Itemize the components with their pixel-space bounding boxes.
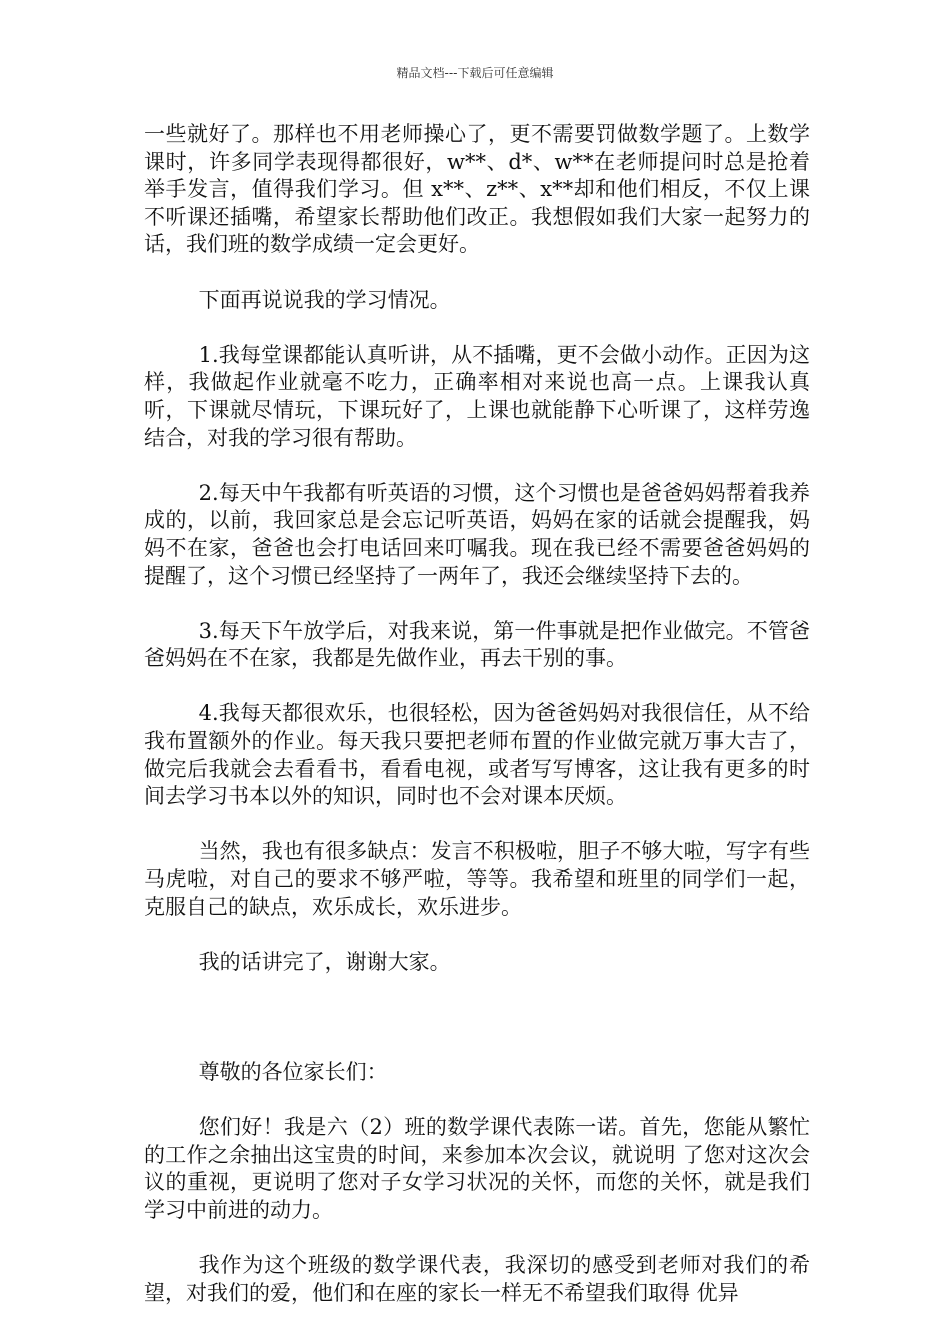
paragraph-greeting: 您们好！我是六（2）班的数学课代表陈一诺。首先，您能从繁忙的工作之余抽出这宝贵的时间，来参加本次会议，就说明 了您对这次会议的重视，更说明了您对子女学习状况的关怀，而您的关怀，就是我们学习中前进的动力。 [144,1115,810,1222]
section-gap [144,1004,810,1059]
document-body [144,121,810,1335]
paragraph-intro-study: 下面再说说我的学习情况。 [198,287,451,312]
paragraph-point-1: 1.我每堂课都能认真听讲，从不插嘴，更不会做小动作。正因为这样，我做起作业就毫不吃力，正确率相对来说也高一点。上课我认真听，下课就尽情玩，下课玩好了，上课也就能静下心听课了，这样劳逸结合，对我的学习很有帮助。 [144,342,810,450]
salutation: 尊敬的各位家长们： [198,1060,388,1084]
paragraph-point-4: 4.我每天都很欢乐，也很轻松，因为爸爸妈妈对我很信任，从不给我布置额外的作业。每天我只要把老师布置的作业做完就万事大吉了，做完后我就会去看看书，看看电视，或者写写博客，这让我有更多的时间去学习书本以外的知识，同时也不会对课本厌烦。 [144,701,810,809]
paragraph-continuation: 一些就好了。那样也不用老师操心了，更不需要罚做数学题了。上数学课时，许多同学表现得都很好，w**、d*、w**在老师提问时总是抢着举手发言，值得我们学习。但 x**、z**、x**却和他们相反，不仅上课不听课还插嘴，希望家长帮助他们改正。我想假如我们大家一起努力的话，我们班的数学成绩一定会更好。 [144,122,810,257]
paragraph-point-2: 2.每天中午我都有听英语的习惯，这个习惯也是爸爸妈妈帮着我养成的，以前，我回家总是会忘记听英语，妈妈在家的话就会提醒我，妈妈不在家，爸爸也会打电话回来叮嘱我。现在我已经不需要爸爸妈妈的提醒了，这个习惯已经坚持了一两年了，我还会继续坚持下去的。 [144,480,810,588]
paragraph-representative: 我作为这个班级的数学课代表，我深切的感受到老师对我们的希望，对我们的爱，他们和在座的家长一样无不希望我们取得 优异 [144,1253,810,1305]
paragraph-point-3: 3.每天下午放学后，对我来说，第一件事就是把作业做完。不管爸爸妈妈在不在家，我都是先做作业，再去干别的事。 [144,618,810,671]
paragraph-closing: 我的话讲完了，谢谢大家。 [198,949,451,974]
paragraph-shortcomings: 当然，我也有很多缺点：发言不积极啦，胆子不够大啦，写字有些马虎啦，对自己的要求不够严啦，等等。我希望和班里的同学们一起，克服自己的缺点，欢乐成长，欢乐进步。 [144,839,810,919]
page-header: 精品文档---下载后可任意编辑 [396,66,554,80]
